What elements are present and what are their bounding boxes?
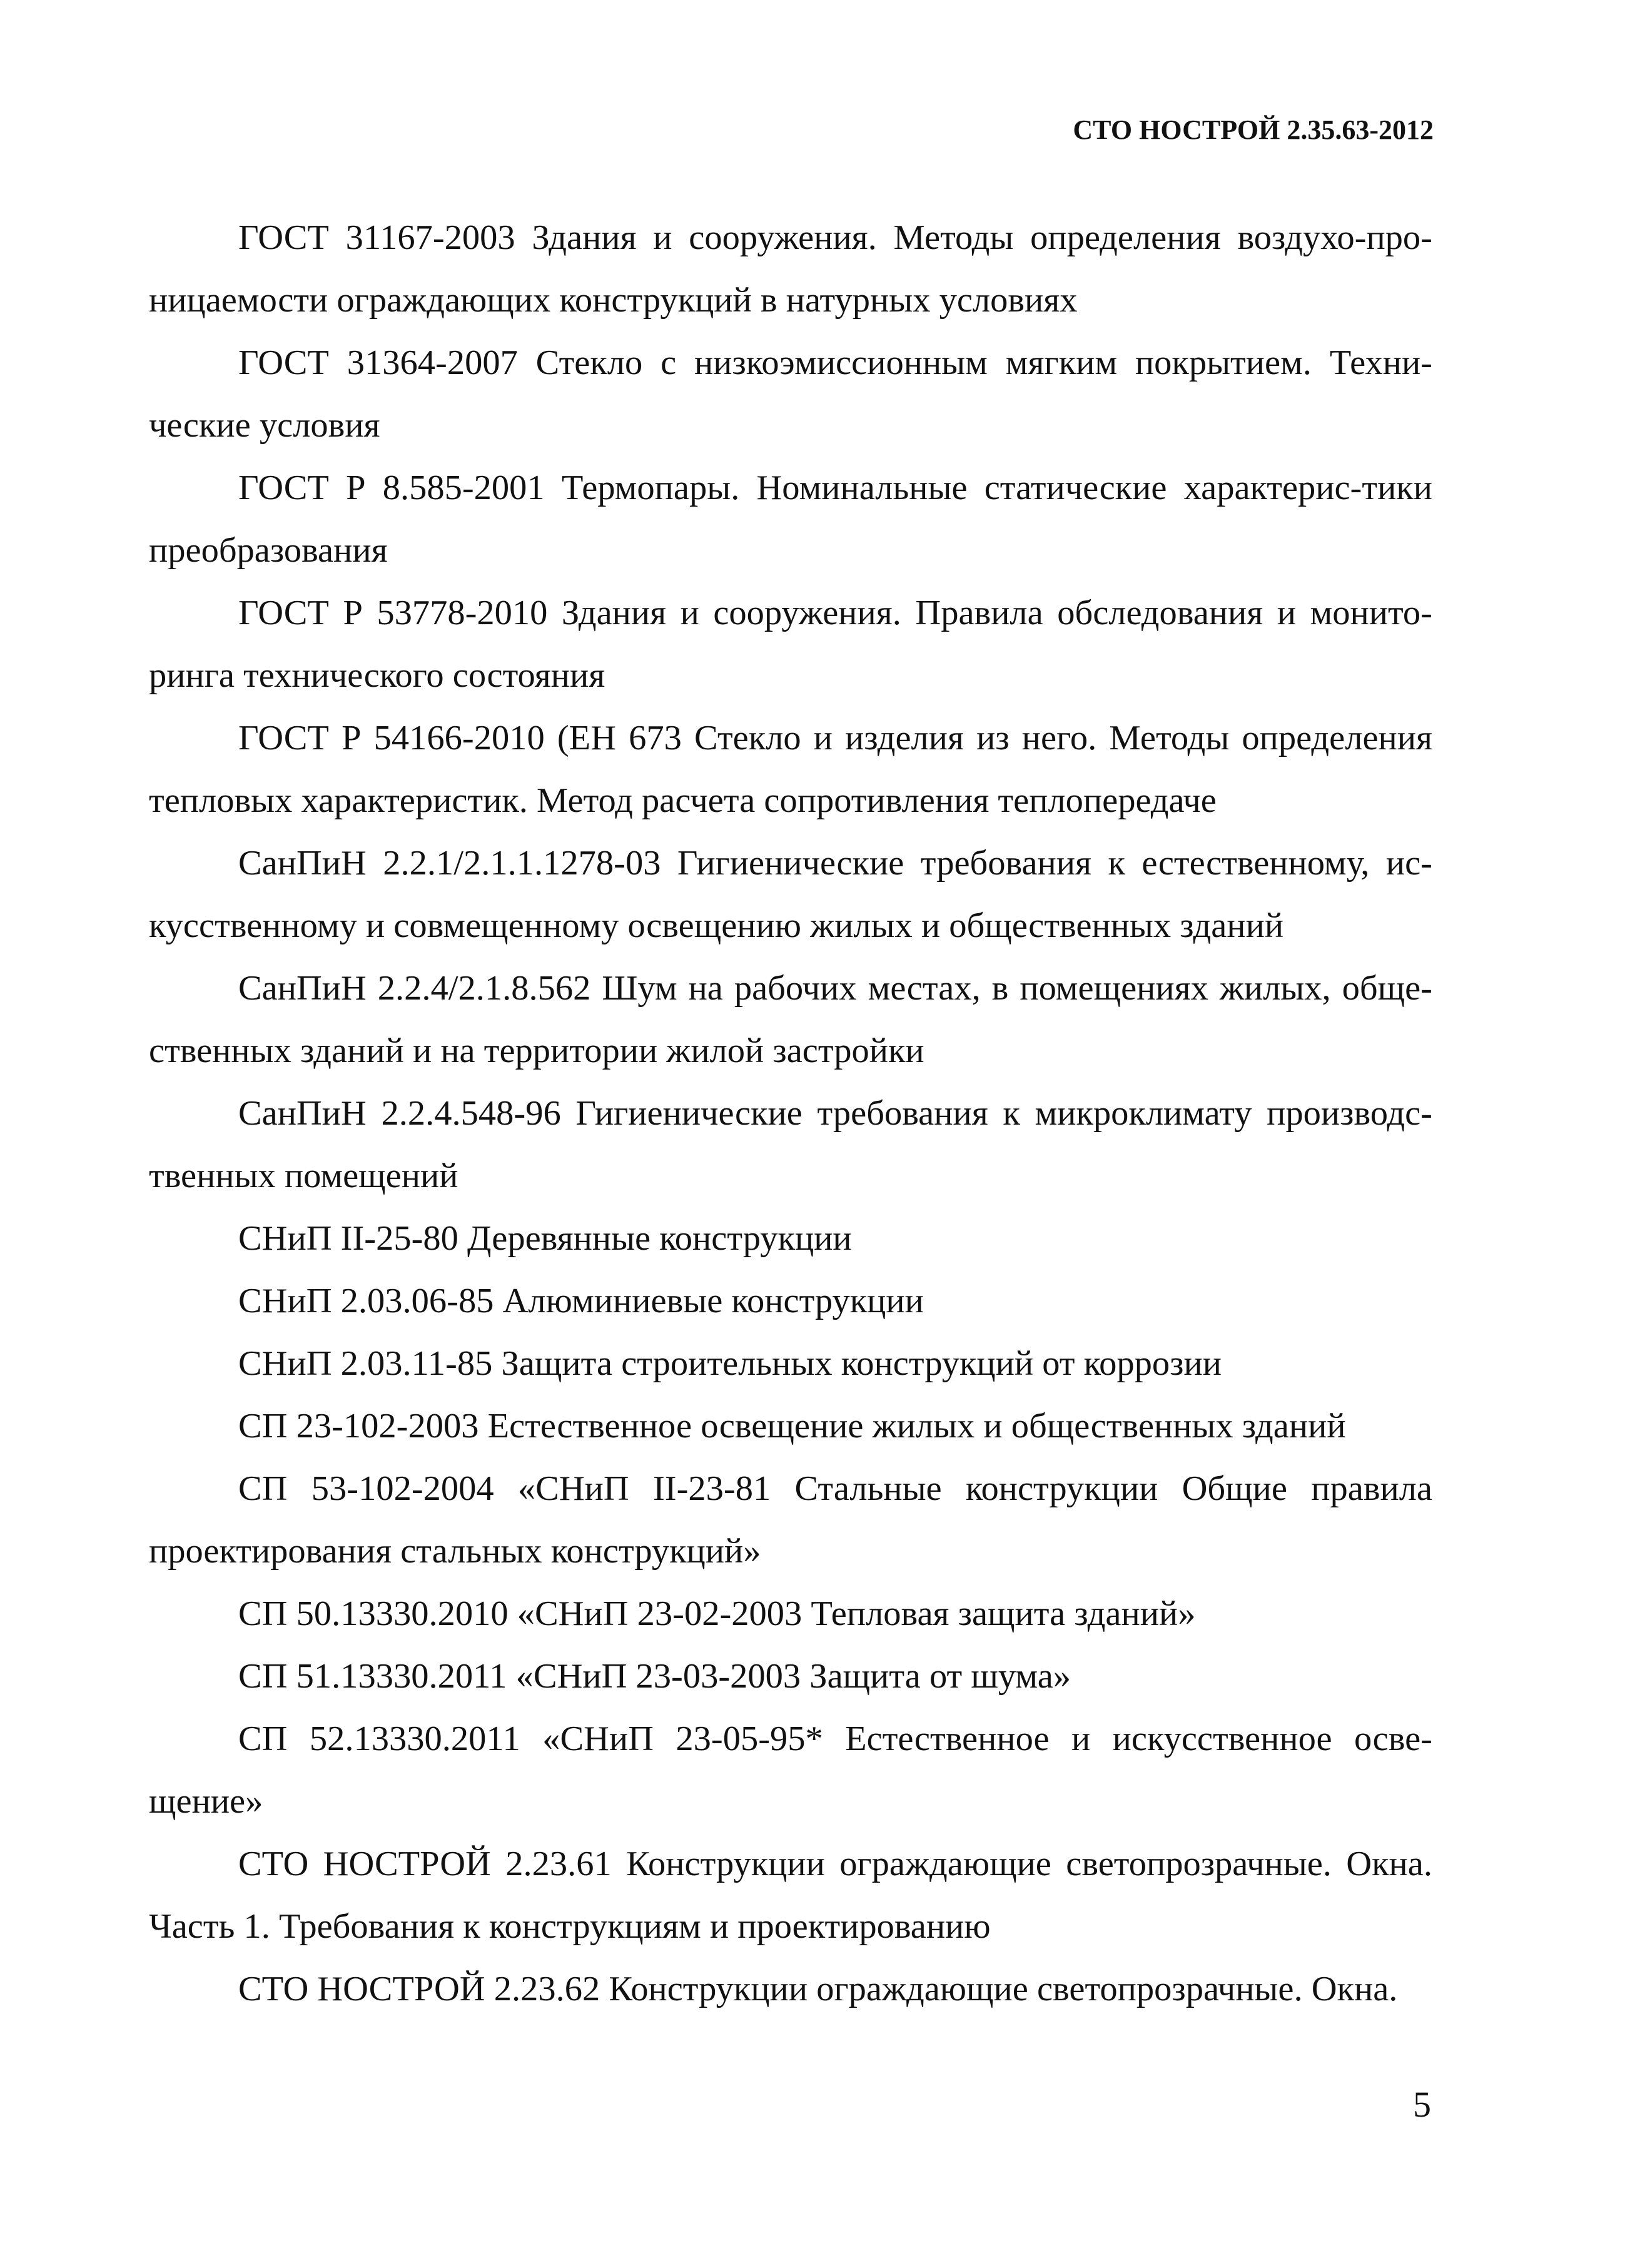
reference-item: [149, 1457, 1432, 1582]
reference-item: [149, 1645, 1432, 1708]
reference-line: ГОСТ 31167-2003 Здания и сооружения. Методы определения воздухо-про-: [238, 218, 1432, 257]
reference-item: [149, 707, 1432, 832]
document-code-header: СТО НОСТРОЙ 2.35.63-2012: [1073, 114, 1434, 145]
reference-item: [149, 957, 1432, 1082]
reference-item: [149, 582, 1432, 707]
reference-line: ринга технического состояния: [149, 656, 605, 695]
reference-line: СНиП 2.03.11-85 Защита строительных конструкций от коррозии: [238, 1344, 1222, 1383]
reference-line: ГОСТ Р 8.585-2001 Термопары. Номинальные статические характерис-тики: [238, 468, 1432, 507]
reference-line: СП 23-102-2003 Естественное освещение жилых и общественных зданий: [238, 1407, 1346, 1445]
reference-line: СП 53-102-2004 «СНиП II-23-81 Стальные конструкции Общие правила: [238, 1469, 1432, 1508]
reference-line: СП 52.13330.2011 «СНиП 23-05-95* Естественное и искусственное осве-: [238, 1719, 1432, 1758]
reference-line: ственных зданий и на территории жилой застройки: [149, 1031, 924, 1070]
reference-line: тепловых характеристик. Метод расчета сопротивления теплопередаче: [149, 781, 1217, 820]
reference-line: СП 51.13330.2011 «СНиП 23-03-2003 Защита от шума»: [238, 1657, 1071, 1696]
reference-item: [149, 1958, 1432, 2020]
reference-item: [149, 1708, 1432, 1833]
reference-line: ческие условия: [149, 406, 380, 445]
reference-line: СанПиН 2.2.4.548-96 Гигиенические требования к микроклимату производс-: [238, 1094, 1432, 1133]
reference-line: СНиП 2.03.06-85 Алюминиевые конструкции: [238, 1282, 924, 1320]
reference-line: проектирования стальных конструкций»: [149, 1532, 761, 1571]
reference-line: СТО НОСТРОЙ 2.23.61 Конструкции ограждающие светопрозрачные. Окна.: [238, 1845, 1432, 1883]
reference-line: ГОСТ Р 54166-2010 (ЕН 673 Стекло и изделия из него. Методы определения: [238, 719, 1432, 757]
reference-item: [149, 1270, 1432, 1332]
page-number: 5: [1413, 2084, 1431, 2125]
reference-line: ГОСТ Р 53778-2010 Здания и сооружения. Правила обследования и монито-: [238, 594, 1432, 632]
reference-line: Часть 1. Требования к конструкциям и проектированию: [149, 1907, 991, 1946]
reference-item: [149, 1082, 1432, 1207]
reference-item: [149, 457, 1432, 582]
reference-line: СанПиН 2.2.1/2.1.1.1278-03 Гигиенические требования к естественному, ис-: [238, 844, 1432, 883]
reference-item: [149, 1332, 1432, 1395]
reference-item: [149, 1395, 1432, 1457]
reference-item: [149, 206, 1432, 332]
reference-line: ГОСТ 31364-2007 Стекло с низкоэмиссионным мягким покрытием. Техни-: [238, 343, 1432, 382]
normative-references-list: [149, 206, 1432, 2020]
reference-line: СП 50.13330.2010 «СНиП 23-02-2003 Тепловая защита зданий»: [238, 1594, 1196, 1633]
reference-line: ницаемости ограждающих конструкций в натурных условиях: [149, 281, 1078, 320]
reference-line: твенных помещений: [149, 1157, 458, 1195]
reference-line: СанПиН 2.2.4/2.1.8.562 Шум на рабочих местах, в помещениях жилых, обще-: [238, 969, 1432, 1008]
reference-line: кусственному и совмещенному освещению жилых и общественных зданий: [149, 906, 1284, 945]
reference-line: СТО НОСТРОЙ 2.23.62 Конструкции ограждающие светопрозрачные. Окна.: [238, 1970, 1398, 2008]
reference-item: [149, 1833, 1432, 1958]
reference-line: щение»: [149, 1782, 263, 1821]
reference-item: [149, 1207, 1432, 1270]
reference-item: [149, 832, 1432, 957]
reference-item: [149, 1582, 1432, 1645]
reference-item: [149, 332, 1432, 457]
reference-line: преобразования: [149, 531, 388, 570]
reference-line: СНиП II-25-80 Деревянные конструкции: [238, 1219, 852, 1258]
